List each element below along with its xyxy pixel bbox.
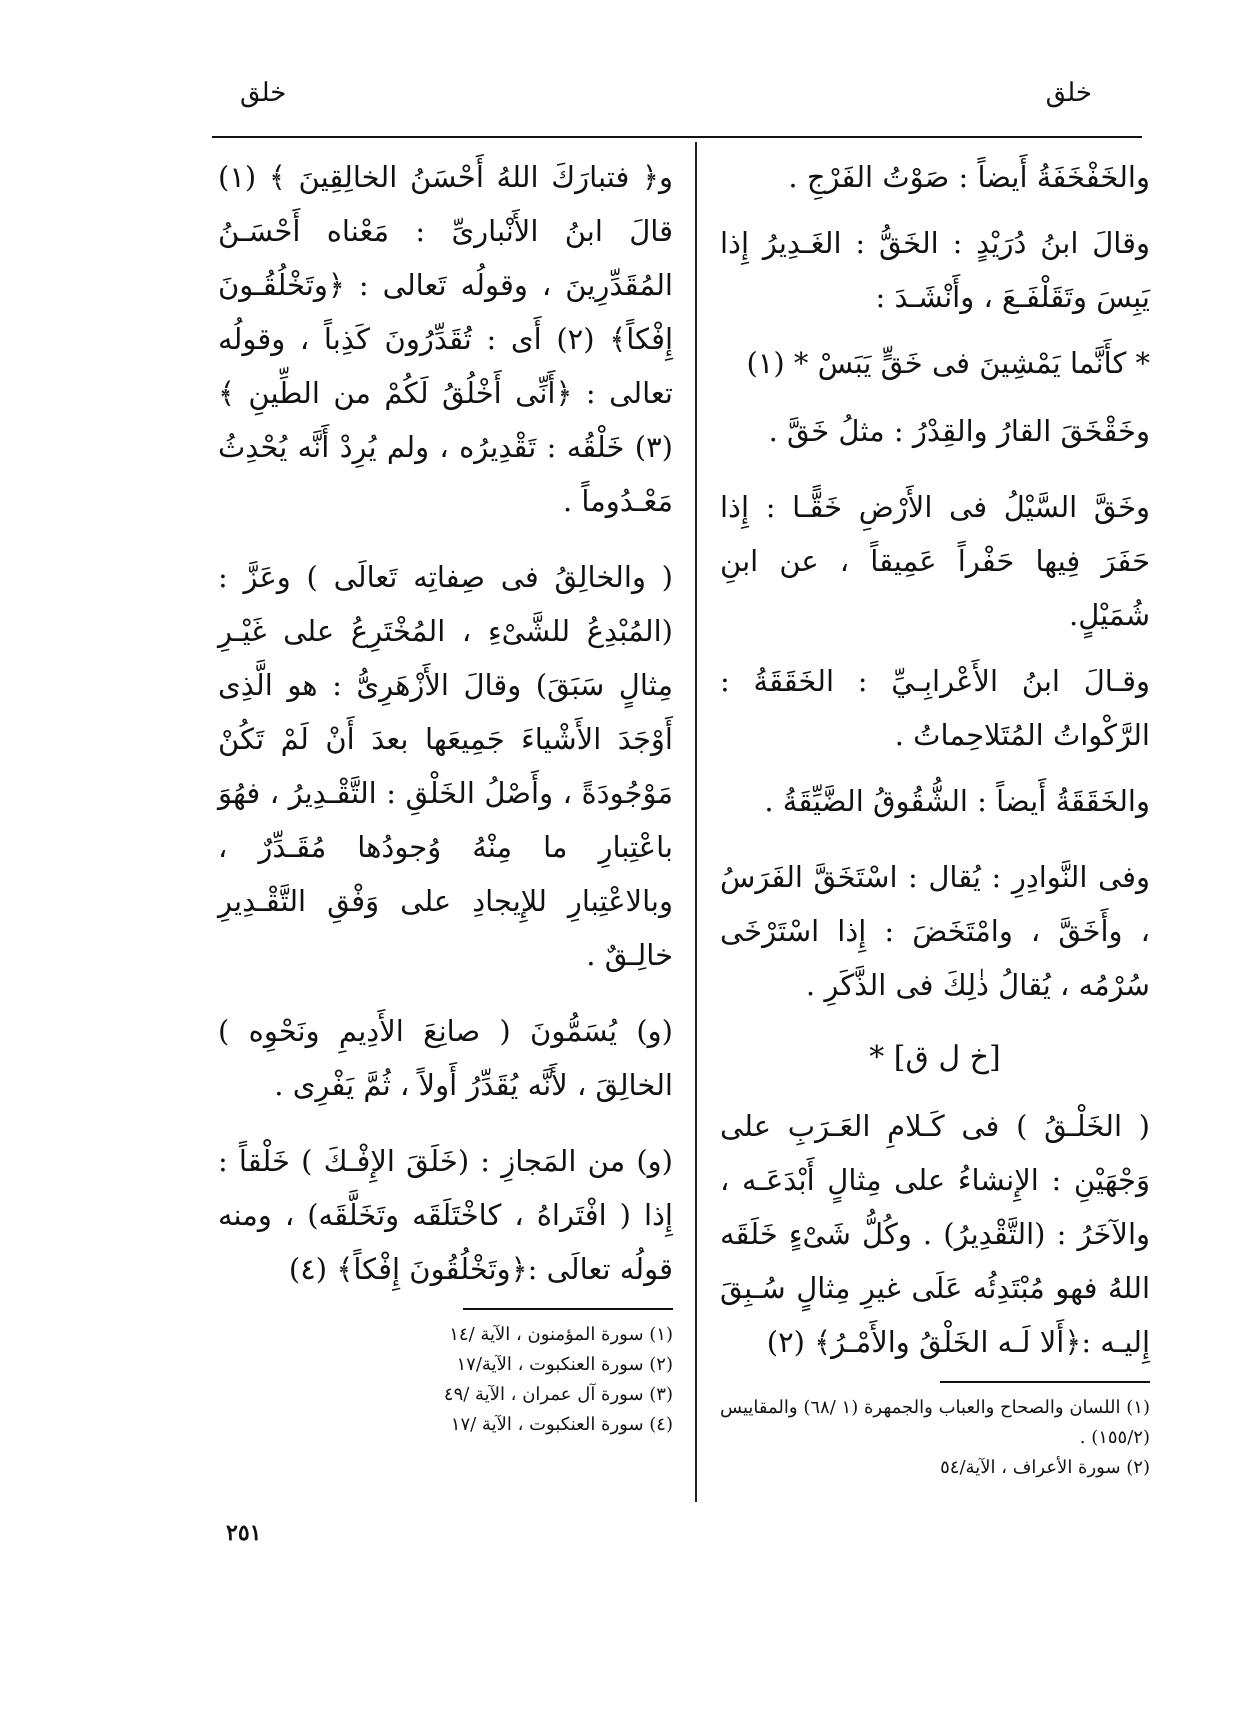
paragraph: وقـالَ ابنُ الأَعْرابِـيِّ : الخَقَقَةُ : الرَّكْواتُ المُتَلاحِماتُ .: [720, 664, 1150, 752]
entry-heading: [خ ل ق] *: [869, 1040, 1001, 1075]
footnote: (٤) سورة العنكبوت ، الآية /١٧: [450, 1414, 673, 1435]
paragraph: ( والخالِقُ فى صِفاتِه تَعالَى ) وعَزَّ : (المُبْدِعُ للشَّىْءِ ، المُخْتَرِعُ على غَيْـرِ مِثالٍ سَبَقَ) وقالَ الأَزْهَرِىُّ : هو الَّذِى أَوْجَدَ الأَشْياءَ جَمِيعَها بعدَ أَنْ لَمْ تَكُنْ مَوْجُودَةً ، وأَصْلُ الخَلْقِ : التَّقْـدِيرُ ، فهُوَ باعْتِبارِ ما مِنْهُ وُجودُها مُقَـدِّرٌ ، وبالاعْتِبارِ للإِيجادِ على وَفْقِ التَّقْـدِيرِ خالِـقٌ .: [218, 560, 673, 972]
paragraph: و﴿ فتبارَكَ اللهُ أَحْسَنُ الخالِقِينَ ﴾ (١) قالَ ابنُ الأَنْبارىِّ : مَعْناه أَحْسَـنُ المُقَدِّرِينَ ، وقولُه تَعالى : ﴿وتَخْلُقُـونَ إِفْكاً﴾ (٢) أَى : تُقَدِّرُونَ كَذِباً ، وقولُه تعالى : ﴿أَنِّى أَخْلُقُ لَكُمْ من الطِّينِ ﴾ (٣) خَلْقُه : تَقْدِيرُه ، ولم يُرِدْ أَنَّه يُحْدِثُ مَعْـدُوماً .: [218, 160, 673, 518]
verse-line: * كأَنَّما يَمْشِينَ فى خَقٍّ يَبَسْ * (١): [746, 346, 1150, 380]
paragraph: والخَقَقَةُ أَيضاً : الشُّقُوقُ الضَّيِّقَةُ .: [764, 784, 1150, 818]
footnote-separator: [463, 1308, 673, 1310]
right-column: [720, 150, 1150, 1483]
paragraph: (و) من المَجازِ : (خَلَقَ الإِفْـكَ ) خَلْقاً : إِذا ( افْتَراهُ ، كاخْتَلَقَه وتَخَلَّقَه) ، ومنه قولُه تعالَى :﴿وتَخْلُقُونَ إِفْكاً﴾ (٤): [218, 1144, 673, 1286]
footnote: (٢) سورة العنكبوت ، الآية/١٧: [456, 1354, 673, 1375]
paragraph: ( الخَلْـقُ ) فى كَـلامِ العَـرَبِ على وَجْهَيْنِ : الإِنشاءُ على مِثالٍ أَبْدَعَـه ، والآخَرُ : (التَّقْدِيرُ) . وكُلُّ شَىْءٍ خَلَقَه اللهُ فهو مُبْتَدِئُه عَلَى غيرِ مِثالٍ سُـبِقَ إِليـه :﴿أَلا لَـه الخَلْقُ والأَمْـرُ﴾ (٢): [720, 1109, 1150, 1359]
footnote: (١) سورة المؤمنون ، الآية /١٤: [449, 1324, 673, 1345]
paragraph: وفى النَّوادِرِ : يُقال : اسْتَخَقَّ الفَرَسُ ، وأَخَقَّ ، وامْتَخَضَ : إِذا اسْتَرْخَى سُرْمُه ، يُقالُ ذٰلِكَ فى الذَّكَرِ .: [720, 860, 1150, 1002]
running-header-right: خلق: [1045, 78, 1092, 108]
footnote: (٢) سورة الأعراف ، الآية/٥٤: [940, 1457, 1150, 1478]
paragraph: وخَقْخَقَ القارُ والقِدْرُ : مثلُ خَقَّ .: [768, 414, 1150, 448]
column-divider: [695, 142, 697, 1502]
footnote: (٣) سورة آل عمران ، الآية /٤٩: [443, 1384, 673, 1405]
paragraph: والخَفْخَفَةُ أَيضاً : صَوْتُ الفَرْجِ .: [788, 160, 1150, 194]
header-rule: [212, 136, 1142, 138]
footnote-separator: [940, 1381, 1150, 1383]
paragraph: (و) يُسَمُّونَ ( صانِعَ الأَدِيمِ ونَحْوِه ) الخالِقَ ، لأَنَّه يُقَدِّرُ أَولاً ، ثُمَّ يَفْرِى .: [218, 1014, 673, 1102]
left-column: [218, 150, 673, 1440]
page-number: ٢٥١: [226, 1520, 262, 1546]
running-header-left: خلق: [240, 78, 287, 108]
paragraph: وقالَ ابنُ دُرَيْدٍ : الخَقُّ : الغَـدِيرُ إِذا يَبِسَ وتَقَلْفَـعَ ، وأَنْشَـدَ :: [720, 226, 1150, 314]
paragraph: وخَقَّ السَّيْلُ فى الأَرْضِ خَقًّـا : إِذا حَفَرَ فِيها حَفْراً عَمِيقاً ، عن ابنِ شُمَيْلٍ.: [720, 490, 1150, 632]
footnote: (١) اللسان والصحاح والعباب والجمهرة (١ /٦٨) والمقاييس (١٥٥/٢) .: [720, 1397, 1150, 1448]
